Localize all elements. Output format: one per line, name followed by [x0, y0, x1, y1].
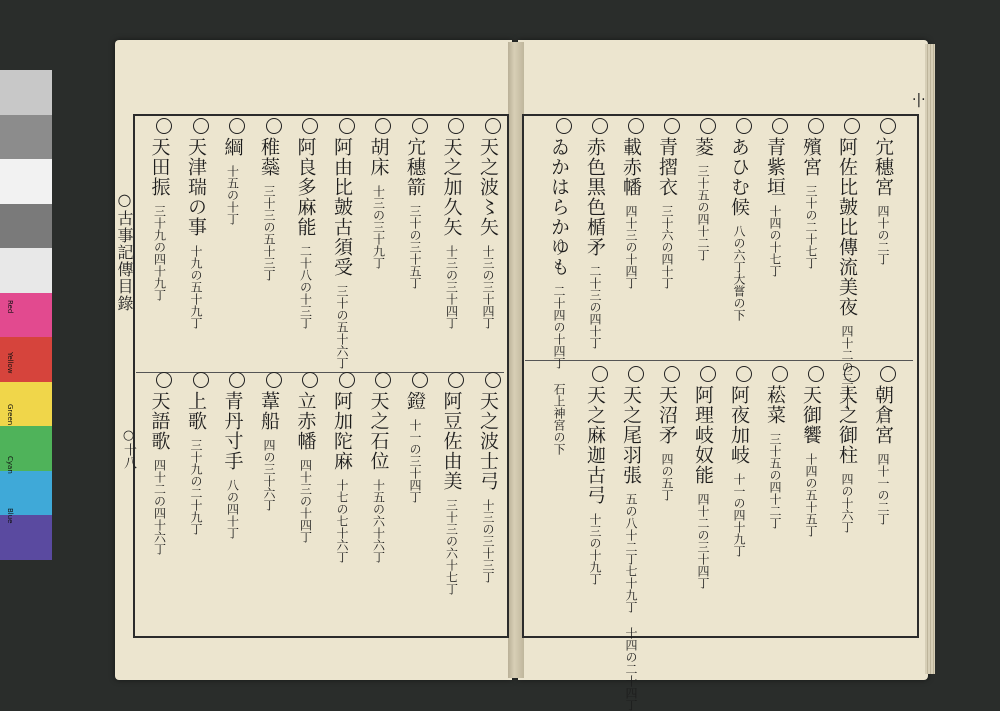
toc-entry [291, 372, 321, 543]
color-swatch [0, 248, 52, 293]
entry-title: 天之加久矢 [440, 137, 463, 237]
circle-bullet-icon [156, 372, 172, 388]
circle-bullet-icon [229, 372, 245, 388]
entry-title: 立赤幡 [294, 391, 317, 451]
circle-bullet-icon [772, 366, 788, 382]
circle-bullet-icon [339, 118, 355, 134]
circle-bullet-icon [772, 118, 788, 134]
swatch-label: Cyan [6, 456, 14, 474]
circle-bullet-icon [808, 118, 824, 134]
entry-folio: 四の十六丁 [840, 473, 854, 533]
circle-bullet-icon [628, 366, 644, 382]
toc-entry [688, 118, 718, 261]
entry-title: 天之御柱 [836, 385, 858, 465]
margin-title: ○古事記傳目錄 [115, 190, 134, 312]
entry-folio: 十三の三十三丁 [481, 499, 495, 583]
entry-title: 綱 [221, 137, 244, 157]
entry-folio: 三十の三十五丁 [408, 205, 422, 289]
entry-title: 天沼矛 [656, 385, 678, 445]
toc-entry [145, 372, 175, 555]
entry-folio: 十三の十九丁 [588, 513, 602, 585]
circle-bullet-icon [736, 118, 752, 134]
swatch-label: Red [6, 300, 14, 314]
entry-folio: 八の六丁大嘗の下 [732, 225, 746, 321]
toc-entry [760, 366, 790, 529]
entry-title: 阿由比皷古須受 [331, 137, 353, 277]
color-swatch [0, 204, 52, 249]
entry-title: 天之尾羽張 [620, 385, 642, 485]
circle-bullet-icon [664, 366, 680, 382]
circle-bullet-icon [266, 372, 282, 388]
circle-bullet-icon [375, 372, 391, 388]
circle-bullet-icon [412, 118, 428, 134]
toc-entry [218, 118, 248, 225]
toc-entry [181, 372, 211, 535]
entry-folio: 四の五丁 [660, 453, 674, 501]
entry-title: 阿夜加岐 [728, 385, 750, 465]
entry-folio: 四十二の三十丁 [840, 325, 854, 409]
entry-folio: 四十二の三十四丁 [696, 493, 710, 589]
entry-title: 胡床 [367, 137, 390, 177]
entry-folio: 三十六の四十丁 [660, 205, 674, 289]
entry-title: 天津瑞の事 [185, 137, 207, 237]
entry-title: 稚蘂 [258, 137, 280, 177]
circle-bullet-icon [266, 118, 282, 134]
entry-folio: 八の四十丁 [225, 479, 240, 539]
entry-folio: 四十の二丁 [876, 205, 890, 265]
toc-entry [652, 118, 682, 289]
entry-folio: 二十四の十四丁 石上神宮の下 [552, 285, 566, 455]
entry-title: 天之石位 [367, 391, 390, 471]
entry-folio: 三十九の二十九丁 [189, 439, 203, 535]
toc-entry [832, 366, 862, 533]
entry-folio: 十五の十丁 [225, 165, 240, 225]
entry-title: 天語歌 [148, 391, 171, 451]
toc-entry [437, 118, 467, 329]
entry-title: 天之波〻矢 [477, 137, 499, 237]
entry-title: 阿豆佐由美 [440, 391, 463, 491]
entry-folio: 十九の五十九丁 [189, 245, 203, 329]
entry-folio: 十一の三十四丁 [408, 419, 422, 503]
entry-folio: 二十八の十三丁 [298, 245, 313, 329]
entry-folio: 十一の四十九丁 [732, 473, 746, 557]
entry-folio: 三十三の五十三丁 [262, 185, 276, 281]
entry-title: 菱 [692, 137, 714, 157]
circle-bullet-icon [628, 118, 644, 134]
circle-bullet-icon [880, 366, 896, 382]
entry-folio: 三十三の六十七丁 [444, 499, 459, 595]
entry-title: 天御饗 [800, 385, 822, 445]
entry-title: 載赤幡 [620, 137, 642, 197]
toc-entry [724, 366, 754, 557]
toc-entry [473, 118, 503, 329]
page-edge [925, 44, 935, 674]
circle-bullet-icon [808, 366, 824, 382]
toc-entry [868, 118, 898, 265]
toc-entry [724, 118, 754, 321]
entry-title: 上歌 [185, 391, 207, 431]
toc-entry [181, 118, 211, 329]
color-swatch [0, 115, 52, 160]
entry-folio: 四十一の二丁 [876, 453, 890, 525]
toc-entry [544, 118, 574, 455]
toc-entry [868, 366, 898, 525]
swatch-label: Green [6, 404, 14, 426]
circle-bullet-icon [375, 118, 391, 134]
entry-folio: 四十三の十四丁 [624, 205, 638, 289]
circle-bullet-icon [592, 118, 608, 134]
toc-entry [327, 372, 357, 563]
toc-entry [327, 118, 357, 369]
entry-folio: 三十五の四十二丁 [768, 433, 782, 529]
circle-bullet-icon [664, 118, 680, 134]
entry-title: 宂穗箭 [404, 137, 426, 197]
circle-bullet-icon [485, 372, 501, 388]
toc-entry [145, 118, 175, 301]
entry-folio: 二十三の四十丁 [588, 265, 602, 349]
toc-entry [796, 366, 826, 537]
toc-entry [688, 366, 718, 589]
circle-bullet-icon [700, 118, 716, 134]
swatch-label: Blue [6, 508, 14, 524]
corner-mark: ·|· [912, 92, 926, 108]
entry-folio: 五の八十二丁七十九丁 十四の二十四丁 [624, 493, 638, 711]
toc-entry [616, 118, 646, 289]
entry-title: 殯宮 [800, 137, 822, 177]
toc-entry [652, 366, 682, 501]
entry-title: あひむ候 [728, 137, 750, 217]
entry-title: 阿良多麻能 [294, 137, 317, 237]
entry-title: ゐかはらかゆも [548, 137, 570, 277]
circle-bullet-icon [156, 118, 172, 134]
toc-entry [400, 372, 430, 503]
circle-bullet-icon [844, 118, 860, 134]
toc-entry [254, 118, 284, 281]
circle-bullet-icon [880, 118, 896, 134]
toc-entry [218, 372, 248, 539]
entry-folio: 四の三十六丁 [262, 439, 276, 511]
entry-title: 天田振 [148, 137, 171, 197]
entry-title: 阿加陀麻 [331, 391, 353, 471]
entry-title: 青紫垣 [764, 137, 786, 197]
entry-folio: 三十の五十六丁 [335, 285, 349, 369]
entry-title: 天之波士弓 [477, 391, 499, 491]
entry-title: 宂穗宮 [872, 137, 894, 197]
entry-title: 菘菜 [764, 385, 786, 425]
color-swatch [0, 70, 52, 115]
circle-bullet-icon [193, 118, 209, 134]
entry-folio: 十四の十七丁 [768, 205, 782, 277]
circle-bullet-icon [302, 372, 318, 388]
circle-bullet-icon [592, 366, 608, 382]
circle-bullet-icon [339, 372, 355, 388]
toc-entry [796, 118, 826, 269]
entry-folio: 十七の七十六丁 [335, 479, 349, 563]
toc-entry [400, 118, 430, 289]
entry-folio: 三十五の四十二丁 [696, 165, 710, 261]
entry-title: 青摺衣 [656, 137, 678, 197]
toc-entry [291, 118, 321, 329]
circle-bullet-icon [556, 118, 572, 134]
entry-title: 赤色黒色楯矛 [584, 137, 606, 257]
toc-entry [364, 372, 394, 563]
toc-entry [473, 372, 503, 583]
entry-title: 鐙 [404, 391, 426, 411]
entry-title: 朝倉宮 [872, 385, 894, 445]
circle-bullet-icon [700, 366, 716, 382]
toc-entry [580, 118, 610, 349]
entry-folio: 十三の三十四丁 [481, 245, 495, 329]
circle-bullet-icon [193, 372, 209, 388]
entry-title: 葦船 [258, 391, 280, 431]
circle-bullet-icon [485, 118, 501, 134]
entry-folio: 三十の二十七丁 [804, 185, 818, 269]
color-swatch [0, 159, 52, 204]
circle-bullet-icon [229, 118, 245, 134]
entry-folio: 四十三の十四丁 [298, 459, 313, 543]
entry-folio: 四十二の四十六丁 [152, 459, 167, 555]
toc-entry [364, 118, 394, 269]
circle-bullet-icon [302, 118, 318, 134]
circle-bullet-icon [736, 366, 752, 382]
entry-title: 天之麻迦古弓 [584, 385, 606, 505]
circle-bullet-icon [448, 372, 464, 388]
swatch-label: Yellow [6, 352, 14, 374]
toc-entry [616, 366, 646, 711]
entry-title: 阿理岐奴能 [692, 385, 714, 485]
toc-entry [437, 372, 467, 595]
toc-entry [580, 366, 610, 585]
entry-folio: 三十九の四十九丁 [152, 205, 167, 301]
page-number: ○十八 [121, 428, 136, 469]
entry-folio: 十三の三十四丁 [444, 245, 459, 329]
toc-entry [760, 118, 790, 277]
circle-bullet-icon [412, 372, 428, 388]
toc-entry [254, 372, 284, 511]
entry-folio: 十五の六十六丁 [371, 479, 386, 563]
circle-bullet-icon [448, 118, 464, 134]
circle-bullet-icon [844, 366, 860, 382]
entry-title: 阿佐比皷比傳流美夜 [836, 137, 858, 317]
color-calibration-strip [0, 70, 52, 560]
entry-folio: 十三の三十九丁 [371, 185, 386, 269]
entry-title: 青丹寸手 [221, 391, 244, 471]
entry-folio: 十四の五十五丁 [804, 453, 818, 537]
